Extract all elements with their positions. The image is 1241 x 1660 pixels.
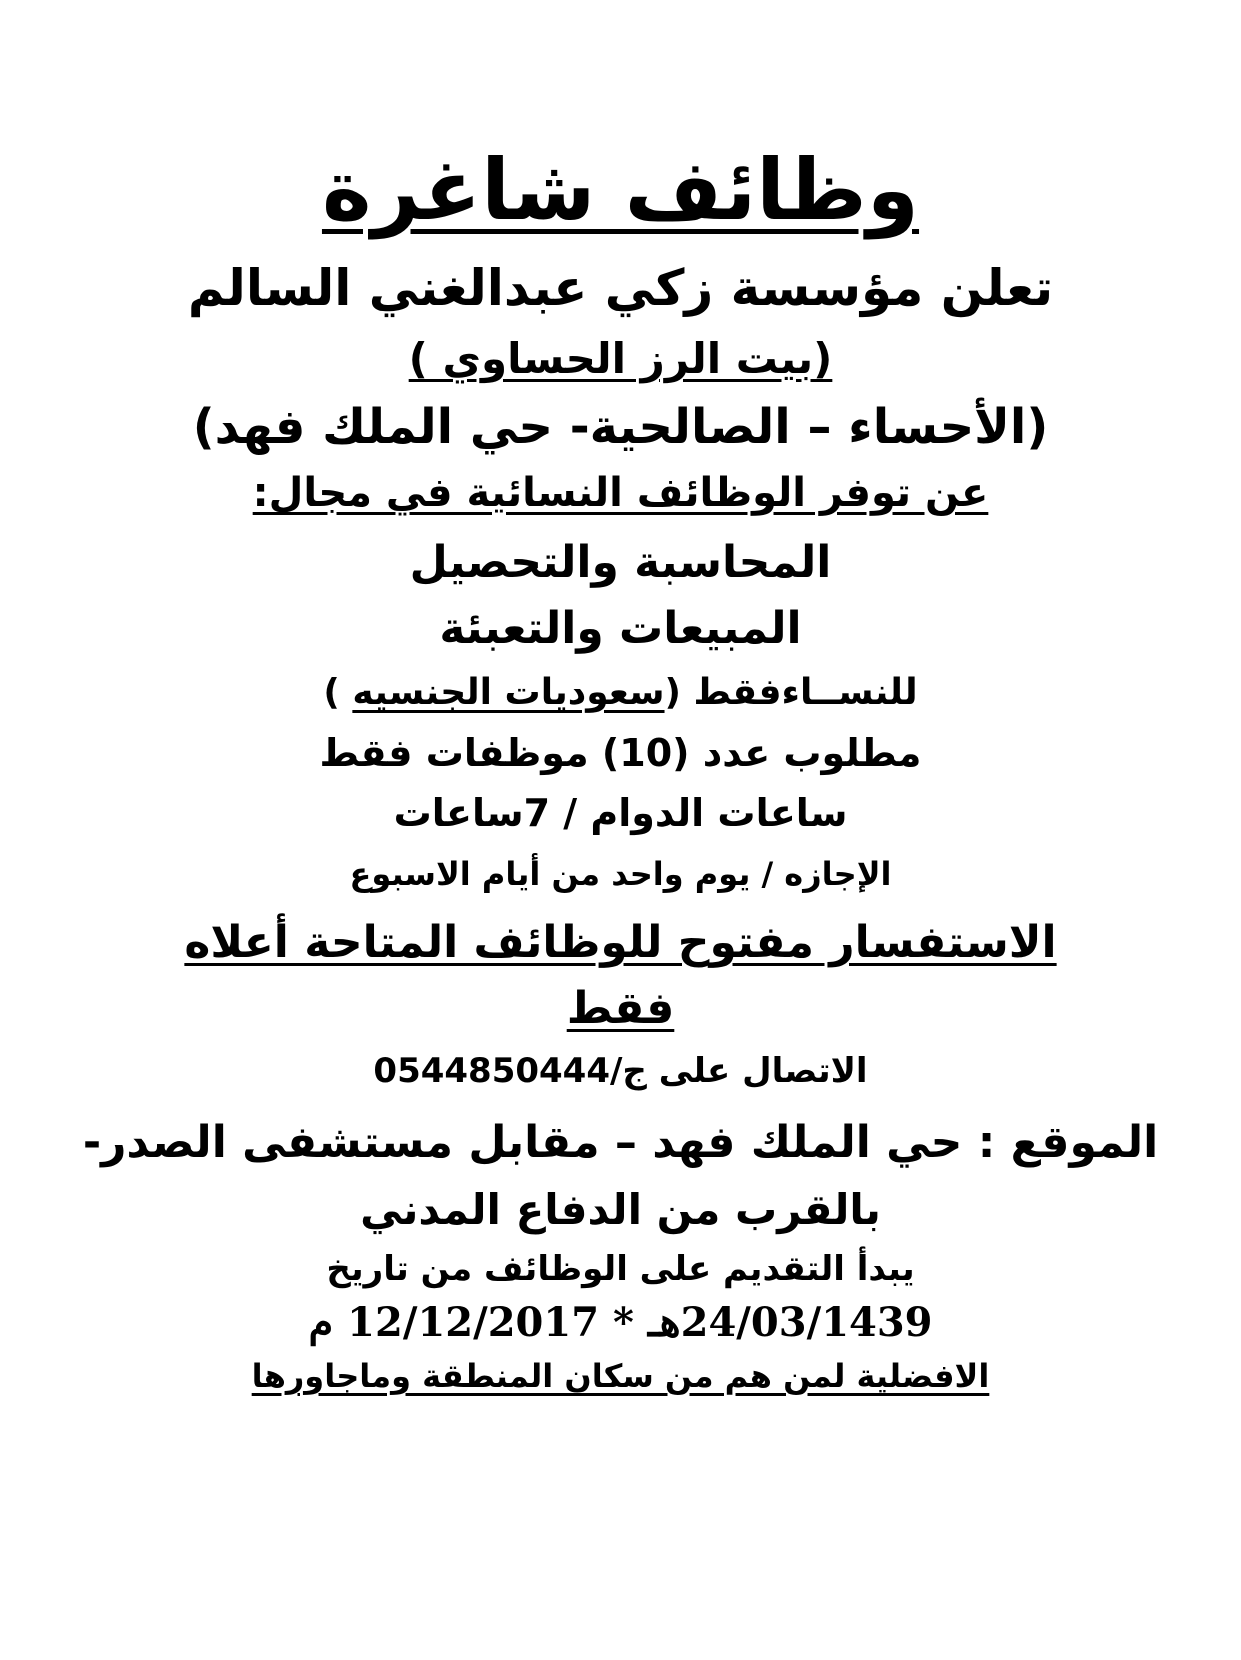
field-sales: المبيعات والتعبئة <box>439 603 802 654</box>
women-only-suffix: ) <box>323 672 353 713</box>
day-off: الإجازه / يوم واحد من أيام الاسبوع <box>349 855 892 893</box>
site-line-2: بالقرب من الدفاع المدني <box>360 1185 881 1234</box>
apply-start: يبدأ التقديم على الوظائف من تاريخ <box>326 1249 915 1289</box>
availability-intro: عن توفر الوظائف النسائية في مجال: <box>252 470 989 516</box>
women-only-prefix: للنســاءفقط ( <box>664 672 918 713</box>
residence-preference: الافضلية لمن هم من سكان المنطقة وماجاورها <box>251 1357 990 1395</box>
field-accounting: المحاسبة والتحصيل <box>409 537 832 588</box>
inquiry-line-1: الاستفسار مفتوح للوظائف المتاحة أعلاه <box>184 917 1057 968</box>
location-region: (الأحساء – الصالحية- حي الملك فهد) <box>192 399 1049 455</box>
site-line-1: الموقع : حي الملك فهد – مقابل مستشفى الصدر- <box>82 1117 1159 1168</box>
apply-dates: 24/03/1439هـ * 12/12/2017 م <box>308 1299 933 1346</box>
working-hours: ساعات الدوام / 7ساعات <box>393 791 848 835</box>
contact-phone: الاتصال على ج/0544850444 <box>373 1051 868 1091</box>
inquiry-line-2: فقط <box>566 983 675 1034</box>
required-count: مطلوب عدد (10) موظفات فقط <box>319 731 922 775</box>
brand-name: (بيت الرز الحساوي ) <box>408 334 833 383</box>
women-only-line <box>40 672 1201 713</box>
nationality-requirement: سعوديات الجنسيه <box>352 672 665 713</box>
page-title: وظائف شاغرة <box>321 141 920 239</box>
announcer-line: تعلن مؤسسة زكي عبدالغني السالم <box>187 259 1054 317</box>
